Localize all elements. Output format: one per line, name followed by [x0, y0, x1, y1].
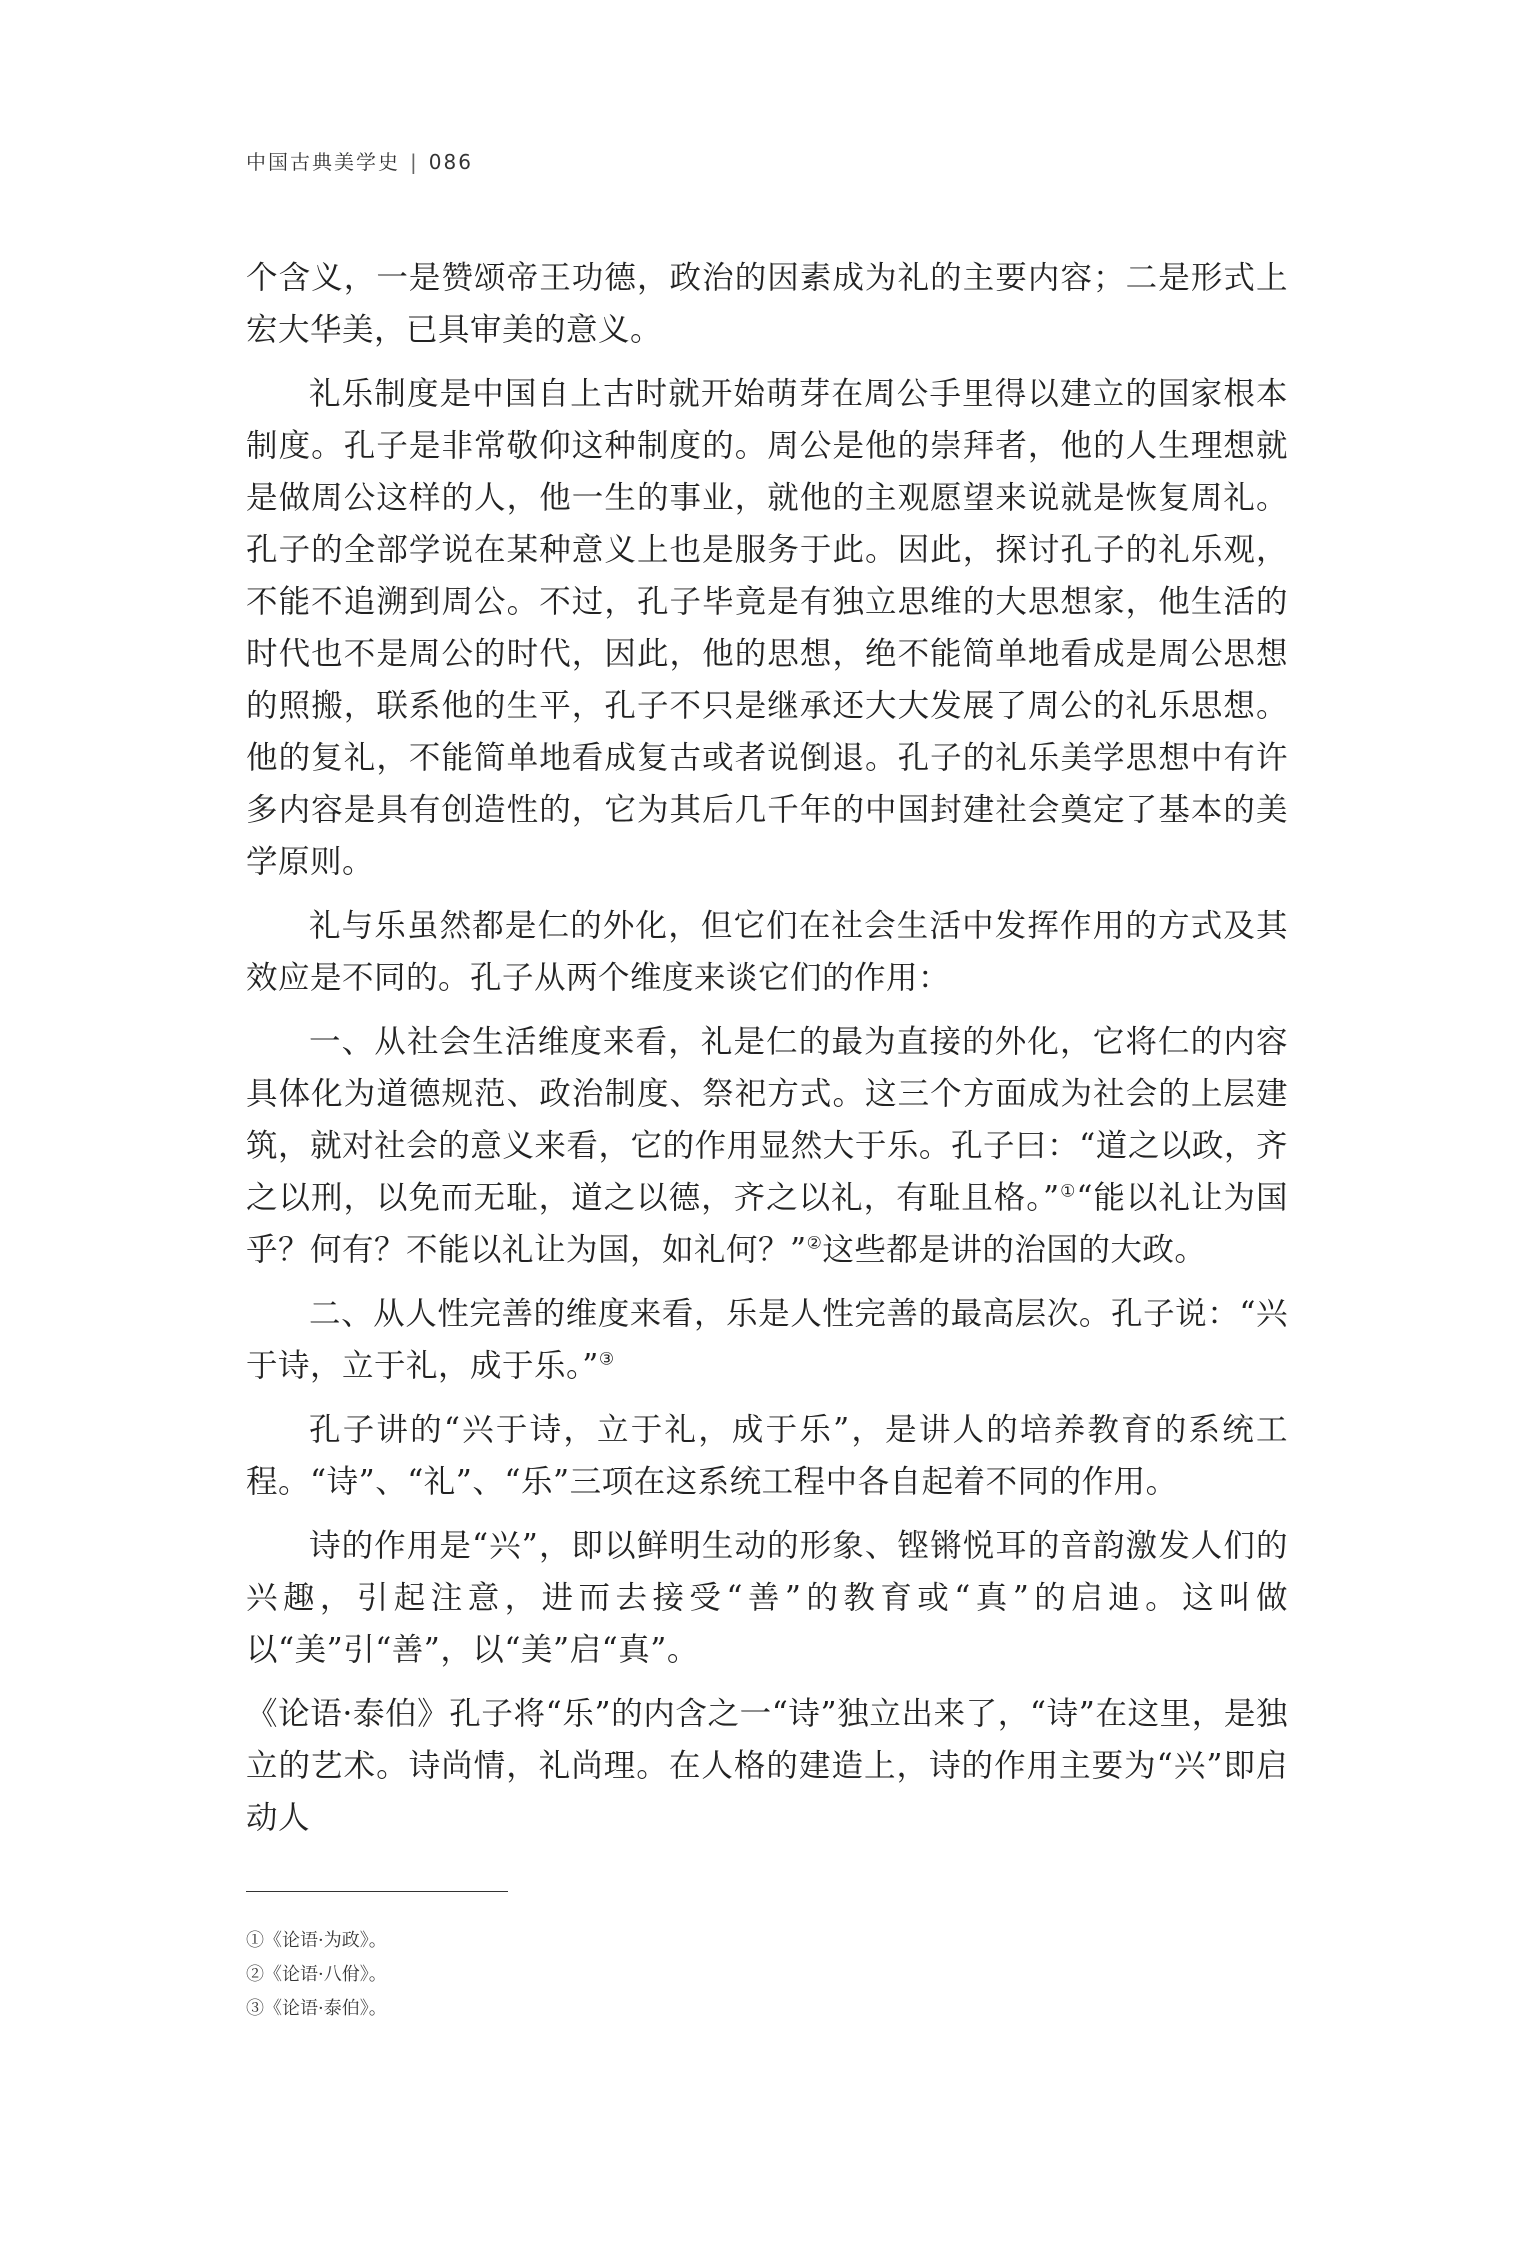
paragraph: 礼与乐虽然都是仁的外化，但它们在社会生活中发挥作用的方式及其效应是不同的。孔子从两个维度来谈它们的作用：	[246, 908, 1288, 996]
footnote-ref: ②	[806, 1233, 823, 1254]
footnote-ref: ③	[598, 1349, 615, 1370]
paragraph: 《论语·泰伯》孔子将“乐”的内含之一“诗”独立出来了，“诗”在这里，是独立的艺术。诗尚情，礼尚理。在人格的建造上，诗的作用主要为“兴”即启动人	[246, 1696, 1288, 1836]
paragraph	[246, 1288, 1288, 1392]
header-separator: |	[410, 150, 419, 174]
paragraph: 个含义，一是赞颂帝王功德，政治的因素成为礼的主要内容；二是形式上宏大华美，已具审美的意义。	[246, 260, 1288, 348]
paragraph-text: 二、从人性完善的维度来看，乐是人性完善的最高层次。孔子说：“兴于诗，立于礼，成于乐。”	[246, 1296, 1288, 1384]
paragraph: 孔子讲的“兴于诗，立于礼，成于乐”，是讲人的培养教育的系统工程。“诗”、“礼”、“乐”三项在这系统工程中各自起着不同的作用。	[246, 1412, 1288, 1500]
paragraph-text: “能以礼让为国乎？何有？不能以礼让为国，如礼何？”	[246, 1180, 1288, 1268]
paragraph-text: 一、从社会生活维度来看，礼是仁的最为直接的外化，它将仁的内容具体化为道德规范、政治制度、祭祀方式。这三个方面成为社会的上层建筑，就对社会的意义来看，它的作用显然大于乐。孔子曰：“道之以政，齐之以刑，以免而无耻，道之以德，齐之以礼，有耻且格。”	[246, 1024, 1288, 1216]
footnote: ③《论语·泰伯》。	[246, 1998, 387, 2019]
footnotes	[246, 1924, 387, 2026]
paragraph: 礼乐制度是中国自上古时就开始萌芽在周公手里得以建立的国家根本制度。孔子是非常敬仰这种制度的。周公是他的崇拜者，他的人生理想就是做周公这样的人，他一生的事业，就他的主观愿望来说就是恢复周礼。孔子的全部学说在某种意义上也是服务于此。因此，探讨孔子的礼乐观，不能不追溯到周公。不过，孔子毕竟是有独立思维的大思想家，他生活的时代也不是周公的时代，因此，他的思想，绝不能简单地看成是周公思想的照搬，联系他的生平，孔子不只是继承还大大发展了周公的礼乐思想。他的复礼，不能简单地看成复古或者说倒退。孔子的礼乐美学思想中有许多内容是具有创造性的，它为其后几千年的中国封建社会奠定了基本的美学原则。	[246, 376, 1288, 880]
paragraph	[246, 1016, 1288, 1276]
running-header	[246, 146, 473, 175]
footnote: ②《论语·八佾》。	[246, 1964, 387, 1985]
footnote-divider	[246, 1891, 508, 1892]
paragraph: 诗的作用是“兴”，即以鲜明生动的形象、铿锵悦耳的音韵激发人们的兴趣，引起注意，进而去接受“善”的教育或“真”的启迪。这叫做以“美”引“善”，以“美”启“真”。	[246, 1528, 1288, 1668]
body-text	[246, 252, 1288, 1856]
footnote: ①《论语·为政》。	[246, 1930, 387, 1951]
footnote-ref: ①	[1059, 1181, 1077, 1202]
page-number: 086	[428, 150, 473, 174]
book-title: 中国古典美学史	[246, 150, 400, 174]
paragraph-text: 这些都是讲的治国的大政。	[822, 1232, 1207, 1268]
